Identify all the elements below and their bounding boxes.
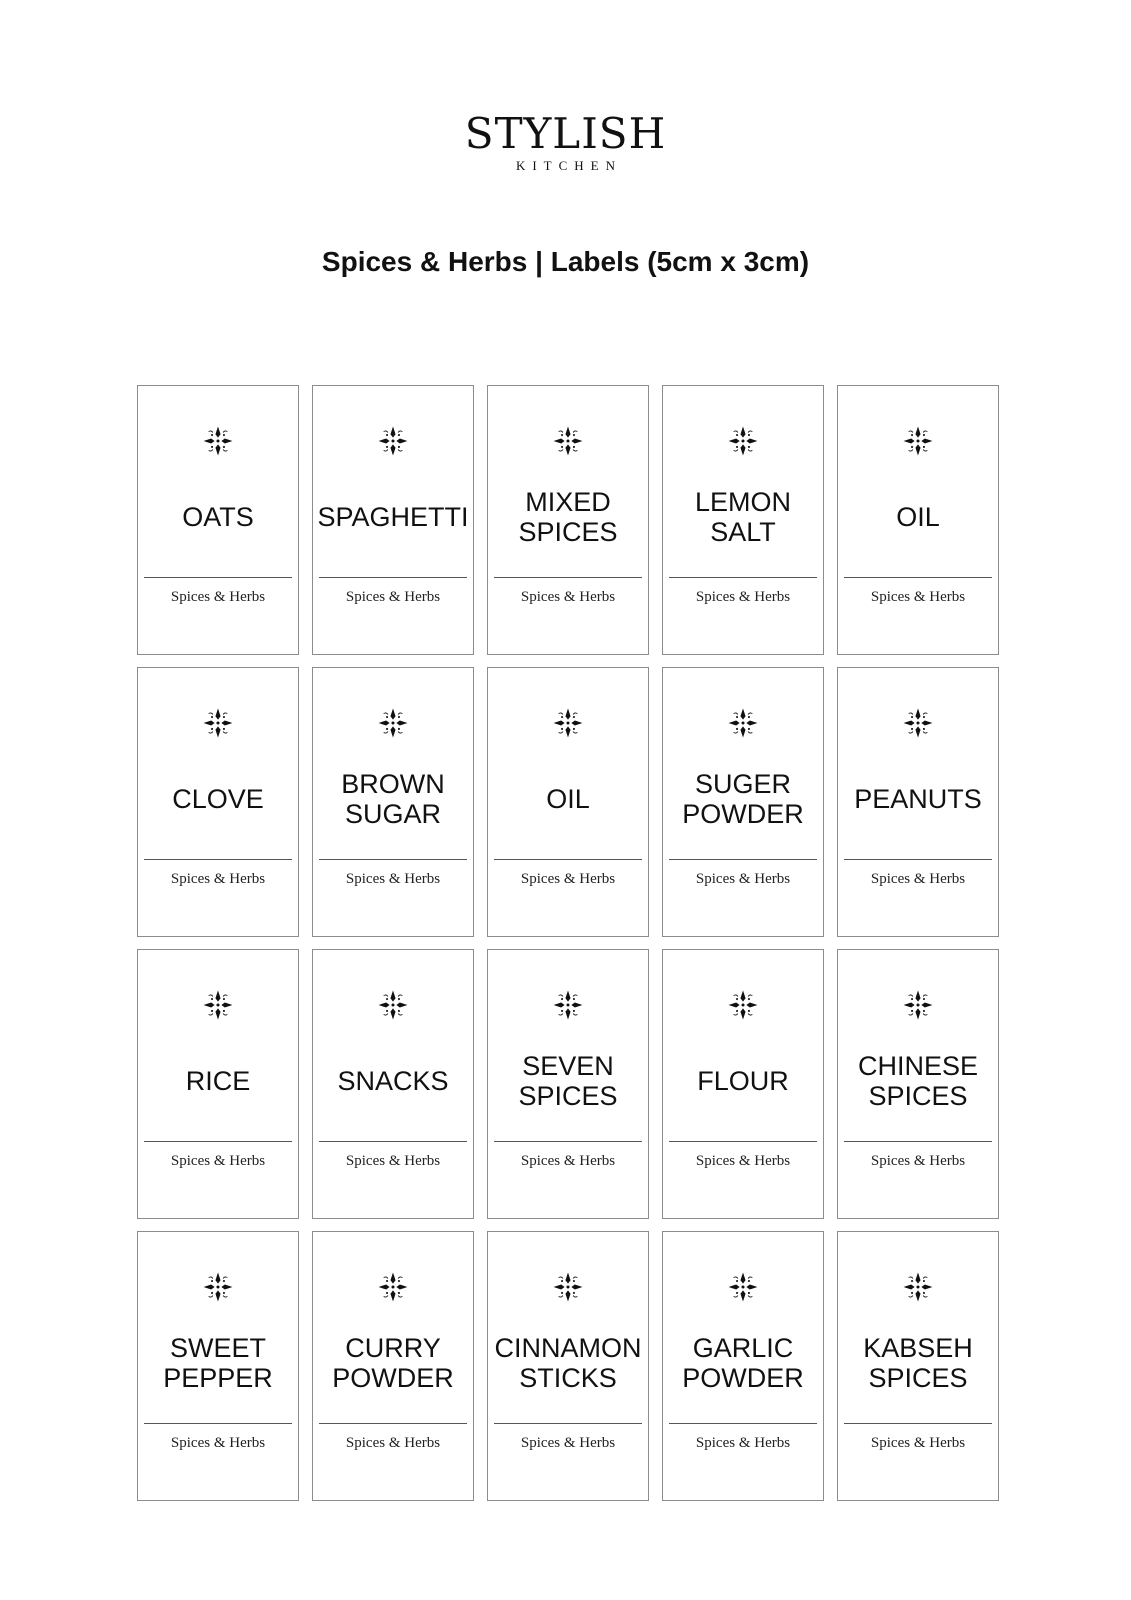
ornament-icon <box>313 1270 473 1304</box>
divider <box>144 1423 292 1424</box>
ornament-icon <box>138 1270 298 1304</box>
label-category: Spices & Herbs <box>520 589 616 605</box>
label-name: SUGER POWDER <box>682 769 804 829</box>
ornament-icon <box>313 988 473 1022</box>
ornament-icon <box>488 706 648 740</box>
divider <box>319 1141 467 1142</box>
label-category: Spices & Herbs <box>345 1435 441 1451</box>
divider <box>844 1423 992 1424</box>
ornament-icon <box>138 988 298 1022</box>
label-name: CLOVE <box>172 784 264 814</box>
label-card <box>837 949 999 1219</box>
label-name: OIL <box>896 502 940 532</box>
brand-logo <box>0 109 1131 174</box>
label-name: PEANUTS <box>854 784 982 814</box>
ornament-icon <box>313 424 473 458</box>
label-name: CHINESE SPICES <box>857 1051 979 1111</box>
label-card <box>837 385 999 655</box>
label-name: FLOUR <box>697 1066 789 1096</box>
label-name: MIXED SPICES <box>518 487 618 547</box>
label-category: Spices & Herbs <box>695 1435 791 1451</box>
label-card <box>312 667 474 937</box>
label-card <box>137 1231 299 1501</box>
ornament-icon <box>663 1270 823 1304</box>
label-category: Spices & Herbs <box>170 1435 266 1451</box>
label-category: Spices & Herbs <box>520 1435 616 1451</box>
divider <box>319 859 467 860</box>
label-name: CURRY POWDER <box>332 1333 454 1393</box>
label-card <box>662 1231 824 1501</box>
label-card <box>487 1231 649 1501</box>
label-card <box>837 667 999 937</box>
label-name: GARLIC POWDER <box>682 1333 804 1393</box>
label-card <box>137 667 299 937</box>
divider <box>494 1141 642 1142</box>
ornament-icon <box>838 424 998 458</box>
divider <box>494 1423 642 1424</box>
label-name: BROWN SUGAR <box>341 769 445 829</box>
label-category: Spices & Herbs <box>870 871 966 887</box>
divider <box>844 1141 992 1142</box>
label-category: Spices & Herbs <box>870 1435 966 1451</box>
label-card <box>312 1231 474 1501</box>
label-category: Spices & Herbs <box>520 871 616 887</box>
label-category: Spices & Herbs <box>520 1153 616 1169</box>
divider <box>144 1141 292 1142</box>
ornament-icon <box>663 706 823 740</box>
label-name: RICE <box>185 1066 251 1096</box>
label-category: Spices & Herbs <box>345 871 441 887</box>
divider <box>669 1423 817 1424</box>
brand-subtitle: KITCHEN <box>515 158 623 173</box>
divider <box>669 1141 817 1142</box>
divider <box>494 577 642 578</box>
label-category: Spices & Herbs <box>345 589 441 605</box>
divider <box>494 859 642 860</box>
label-card <box>662 385 824 655</box>
label-card <box>662 949 824 1219</box>
label-card <box>487 949 649 1219</box>
label-name: SPAGHETTI <box>317 502 469 532</box>
label-card <box>312 949 474 1219</box>
divider <box>669 859 817 860</box>
label-card <box>312 385 474 655</box>
label-card <box>137 385 299 655</box>
label-category: Spices & Herbs <box>170 871 266 887</box>
divider <box>844 859 992 860</box>
brand-name: STYLISH <box>464 109 667 158</box>
ornament-icon <box>663 424 823 458</box>
divider <box>844 577 992 578</box>
label-name: KABSEH SPICES <box>863 1333 973 1393</box>
ornament-icon <box>838 706 998 740</box>
page-title: Spices & Herbs | Labels (5cm x 3cm) <box>321 246 810 277</box>
divider <box>669 577 817 578</box>
label-card <box>137 949 299 1219</box>
divider <box>144 577 292 578</box>
ornament-icon <box>488 988 648 1022</box>
label-category: Spices & Herbs <box>695 871 791 887</box>
label-category: Spices & Herbs <box>870 589 966 605</box>
label-name: OATS <box>182 502 254 532</box>
divider <box>319 1423 467 1424</box>
label-name: SEVEN SPICES <box>518 1051 618 1111</box>
ornament-icon <box>838 988 998 1022</box>
label-name: OIL <box>546 784 590 814</box>
ornament-icon <box>313 706 473 740</box>
label-name: LEMON SALT <box>694 487 792 547</box>
label-category: Spices & Herbs <box>170 1153 266 1169</box>
divider <box>319 577 467 578</box>
label-grid <box>137 385 999 1501</box>
ornament-icon <box>138 706 298 740</box>
label-name: CINNAMON STICKS <box>494 1333 642 1393</box>
label-category: Spices & Herbs <box>870 1153 966 1169</box>
label-category: Spices & Herbs <box>170 589 266 605</box>
label-category: Spices & Herbs <box>695 589 791 605</box>
ornament-icon <box>488 424 648 458</box>
ornament-icon <box>838 1270 998 1304</box>
label-name: SWEET PEPPER <box>163 1333 273 1393</box>
label-category: Spices & Herbs <box>345 1153 441 1169</box>
divider <box>144 859 292 860</box>
label-card <box>487 667 649 937</box>
label-card <box>662 667 824 937</box>
label-card <box>837 1231 999 1501</box>
ornament-icon <box>663 988 823 1022</box>
label-category: Spices & Herbs <box>695 1153 791 1169</box>
label-name: SNACKS <box>337 1066 449 1096</box>
ornament-icon <box>488 1270 648 1304</box>
ornament-icon <box>138 424 298 458</box>
label-card <box>487 385 649 655</box>
